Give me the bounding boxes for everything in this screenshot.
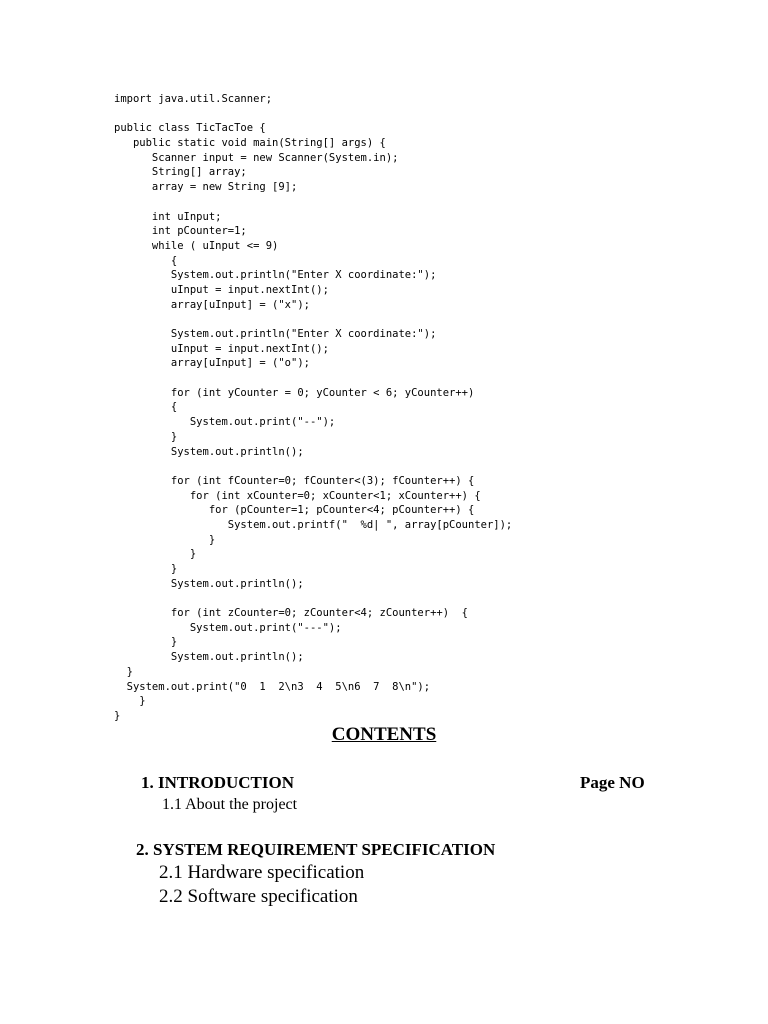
code-line: System.out.print("--"); xyxy=(114,416,336,429)
toc-item-software-spec: 2.2 Software specification xyxy=(159,886,358,907)
toc-item-hardware-spec: 2.1 Hardware specification xyxy=(159,862,365,883)
code-line xyxy=(114,312,512,327)
code-line: int pCounter=1; xyxy=(114,225,247,238)
contents-heading: CONTENTS xyxy=(331,724,437,745)
code-line: System.out.println(); xyxy=(114,651,304,664)
code-line: System.out.println(); xyxy=(114,577,304,590)
code-line: while ( uInput <= 9) xyxy=(114,239,279,252)
code-line: public class TicTacToe { xyxy=(114,122,266,135)
code-line: } xyxy=(114,665,133,678)
code-line: for (pCounter=1; pCounter<4; pCounter++) { xyxy=(114,504,475,517)
code-line: System.out.printf(" %d| ", array[pCounter]); xyxy=(114,518,513,531)
code-line: } xyxy=(114,548,197,561)
code-line: System.out.print("0 1 2\n3 4 5\n6 7 8\n"); xyxy=(114,680,431,693)
code-line xyxy=(114,459,512,474)
code-line: System.out.print("---"); xyxy=(114,621,342,634)
code-line: public static void main(String[] args) { xyxy=(114,137,386,150)
code-listing xyxy=(114,92,512,724)
toc-section-system-requirement: 2. SYSTEM REQUIREMENT SPECIFICATION xyxy=(136,840,496,859)
code-line xyxy=(114,591,512,606)
code-line: array[uInput] = ("x"); xyxy=(114,298,310,311)
code-line: int uInput; xyxy=(114,210,222,223)
code-line: import java.util.Scanner; xyxy=(114,93,273,105)
code-line: for (int xCounter=0; xCounter<1; xCounter++) { xyxy=(114,489,481,502)
code-line: } xyxy=(114,709,121,722)
code-line: } xyxy=(114,430,178,443)
code-line: { xyxy=(114,254,178,267)
code-line: System.out.println(); xyxy=(114,445,304,458)
code-line: } xyxy=(114,636,178,649)
code-line: array = new String [9]; xyxy=(114,181,298,194)
code-line: array[uInput] = ("o"); xyxy=(114,357,310,370)
code-line xyxy=(114,371,512,386)
code-line: String[] array; xyxy=(114,166,247,179)
toc-section-introduction: 1. INTRODUCTION xyxy=(141,773,295,792)
code-line xyxy=(114,107,512,122)
code-line: System.out.println("Enter X coordinate:"); xyxy=(114,328,437,340)
code-line: for (int yCounter = 0; yCounter < 6; yCounter++) xyxy=(114,386,475,399)
code-line: for (int zCounter=0; zCounter<4; zCounter++) { xyxy=(114,607,469,620)
code-line: for (int fCounter=0; fCounter<(3); fCounter++) { xyxy=(114,474,475,487)
code-line xyxy=(114,195,512,210)
page-no-label: Page NO xyxy=(580,773,645,792)
toc-item-about-project: 1.1 About the project xyxy=(162,796,298,813)
code-line: } xyxy=(114,563,178,575)
code-line: System.out.println("Enter X coordinate:"); xyxy=(114,269,437,282)
code-line: } xyxy=(114,533,216,546)
code-line: uInput = input.nextInt(); xyxy=(114,283,329,296)
code-line: { xyxy=(114,401,178,414)
code-line: Scanner input = new Scanner(System.in); xyxy=(114,151,399,164)
code-line: uInput = input.nextInt(); xyxy=(114,342,329,355)
code-line: } xyxy=(114,695,146,708)
